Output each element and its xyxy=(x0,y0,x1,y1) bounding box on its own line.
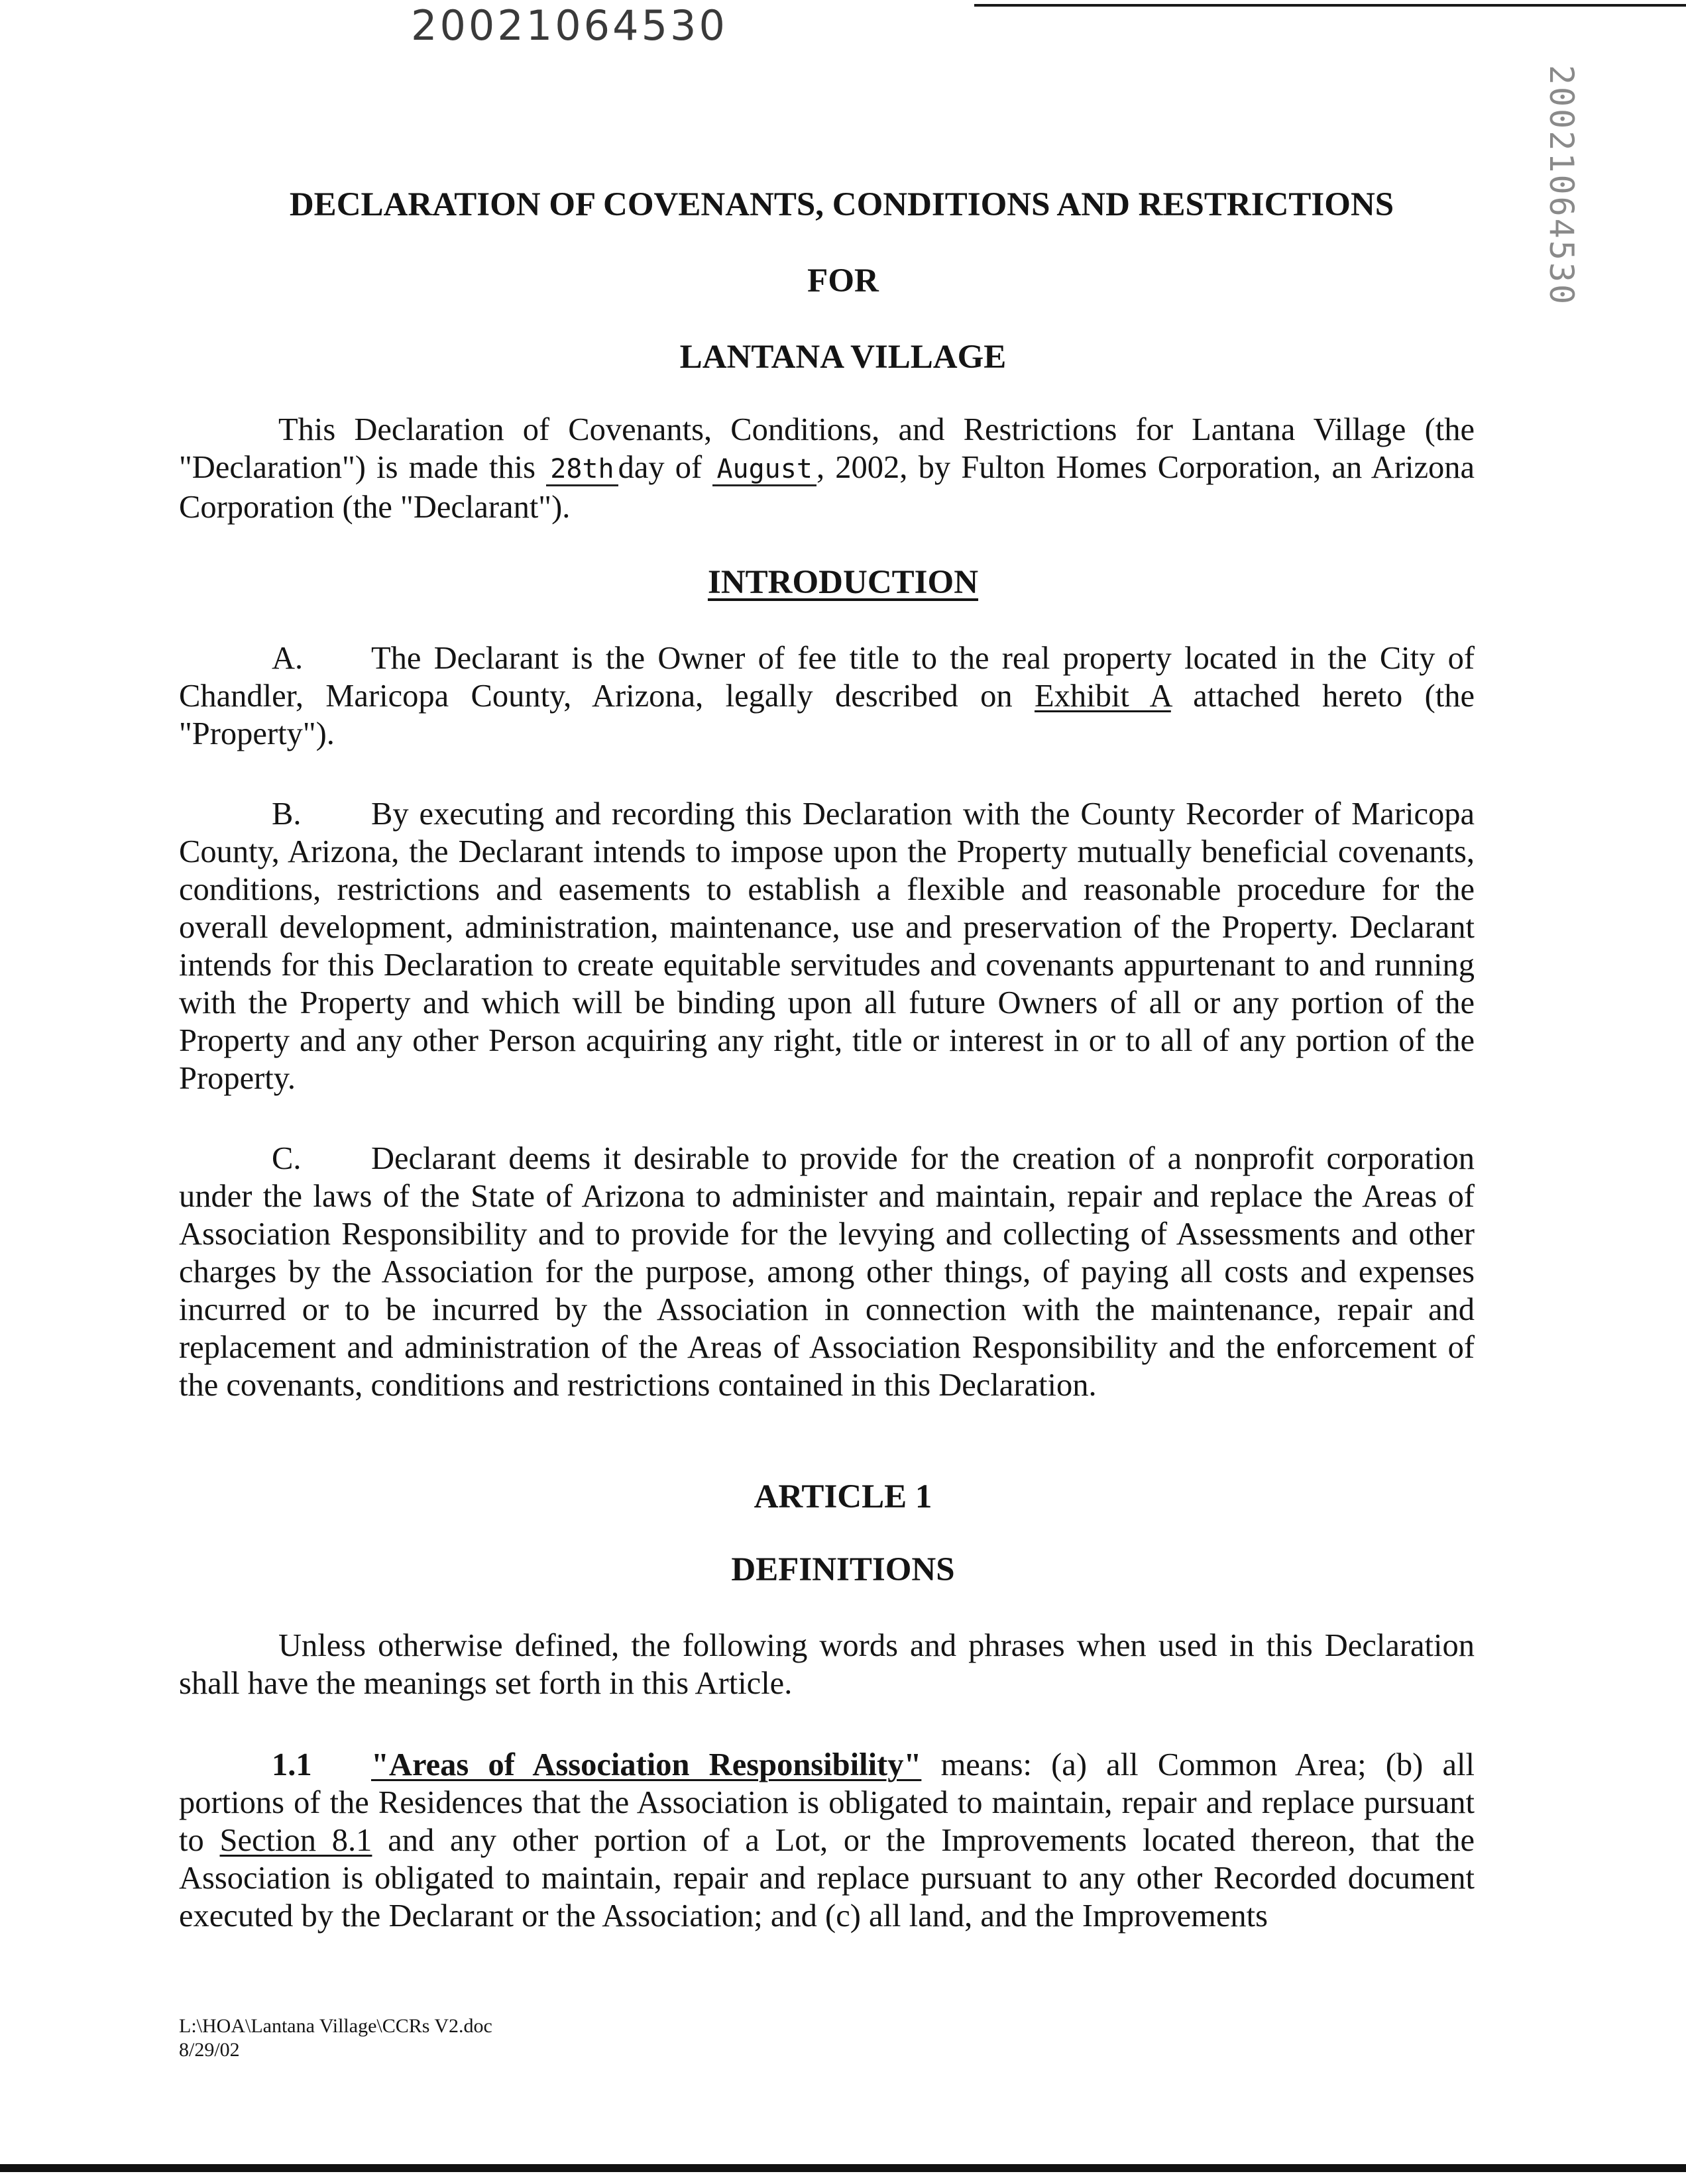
side-stamp-text: 20021064530 xyxy=(1542,64,1581,307)
recital-a-label: A. xyxy=(272,641,304,676)
top-border-line xyxy=(974,4,1686,7)
day-fill-in: 28th xyxy=(546,454,618,486)
recital-a: A. The Declarant is the Owner of fee title to the real property located in the City of Chandler, Maricopa County, Arizona, legally described on Exhibit A attached hereto (the "Property"). xyxy=(179,641,1475,751)
preamble-paragraph: This Declaration of Covenants, Conditions, and Restrictions for Lantana Village (the "Declaration") is made this 28th day of August , 2002, by Fulton Homes Corporation, an Arizona Corporation (the "Declarant"). xyxy=(179,412,1475,525)
footer-date: 8/29/02 xyxy=(179,2039,240,2061)
month-fill-in: August xyxy=(712,454,816,486)
section-number: 1.1 xyxy=(272,1747,312,1782)
for-label: FOR xyxy=(807,262,879,300)
project-name: LANTANA VILLAGE xyxy=(679,339,1007,376)
bottom-border-line xyxy=(0,2164,1686,2172)
recording-number: 20021064530 xyxy=(411,1,728,50)
recital-c-label: C. xyxy=(272,1141,302,1176)
article-intro: Unless otherwise defined, the following words and phrases when used in this Declaration shall have the meanings set forth in this Article. xyxy=(179,1628,1475,1701)
section-1-1: 1.1 "Areas of Association Responsibility" means: (a) all Common Area; (b) all portions of the Residences that the Association is obligated to maintain, repair and replace pursuant to Section 8.1 and any other portion of a Lot, or the Improvements located thereon, that the Association is obligated to maintain, repair and replace pursuant to any other Recorded document executed by the Declarant or the Association; and (c) all land, and the Improvements xyxy=(179,1747,1475,1934)
introduction-heading: INTRODUCTION xyxy=(707,564,979,601)
recital-c: C. Declarant deems it desirable to provide for the creation of a nonprofit corporation under the laws of the State of Arizona to administer and maintain, repair and replace the Areas of Association Responsibility and to provide for the levying and collecting of Assessments and other charges by the Association for the purpose, among other things, of paying all costs and expenses incurred or to be incurred by the Association in connection with the maintenance, repair and replacement and administration of the Areas of Association Responsibility and the enforcement of the covenants, conditions and restrictions contained in this Declaration. xyxy=(179,1141,1475,1403)
article-number: ARTICLE 1 xyxy=(754,1478,932,1515)
recital-b: B. By executing and recording this Declaration with the County Recorder of Maricopa County, Arizona, the Declarant intends to impose upon the Property mutually beneficial covenants, conditions, restrictions and easements to establish a flexible and reasonable procedure for the overall development, administration, maintenance, use and preservation of the Property. Declarant intends for this Declaration to create equitable servitudes and covenants appurtenant to and running with the Property and which will be binding upon all future Owners of all or any portion of the Property and any other Person acquiring any right, title or interest in or to all of any portion of the Property. xyxy=(179,796,1475,1096)
recital-b-label: B. xyxy=(272,796,302,832)
exhibit-a-reference: Exhibit A xyxy=(1035,679,1171,714)
document-title: DECLARATION OF COVENANTS, CONDITIONS AND RESTRICTIONS xyxy=(289,186,1394,223)
article-title: DEFINITIONS xyxy=(731,1551,955,1588)
footer-file-path: L:\HOA\Lantana Village\CCRs V2.doc xyxy=(179,2015,492,2037)
defined-term: "Areas of Association Responsibility" xyxy=(371,1747,922,1782)
document-footer xyxy=(179,2014,492,2062)
section-reference: Section 8.1 xyxy=(219,1823,372,1858)
